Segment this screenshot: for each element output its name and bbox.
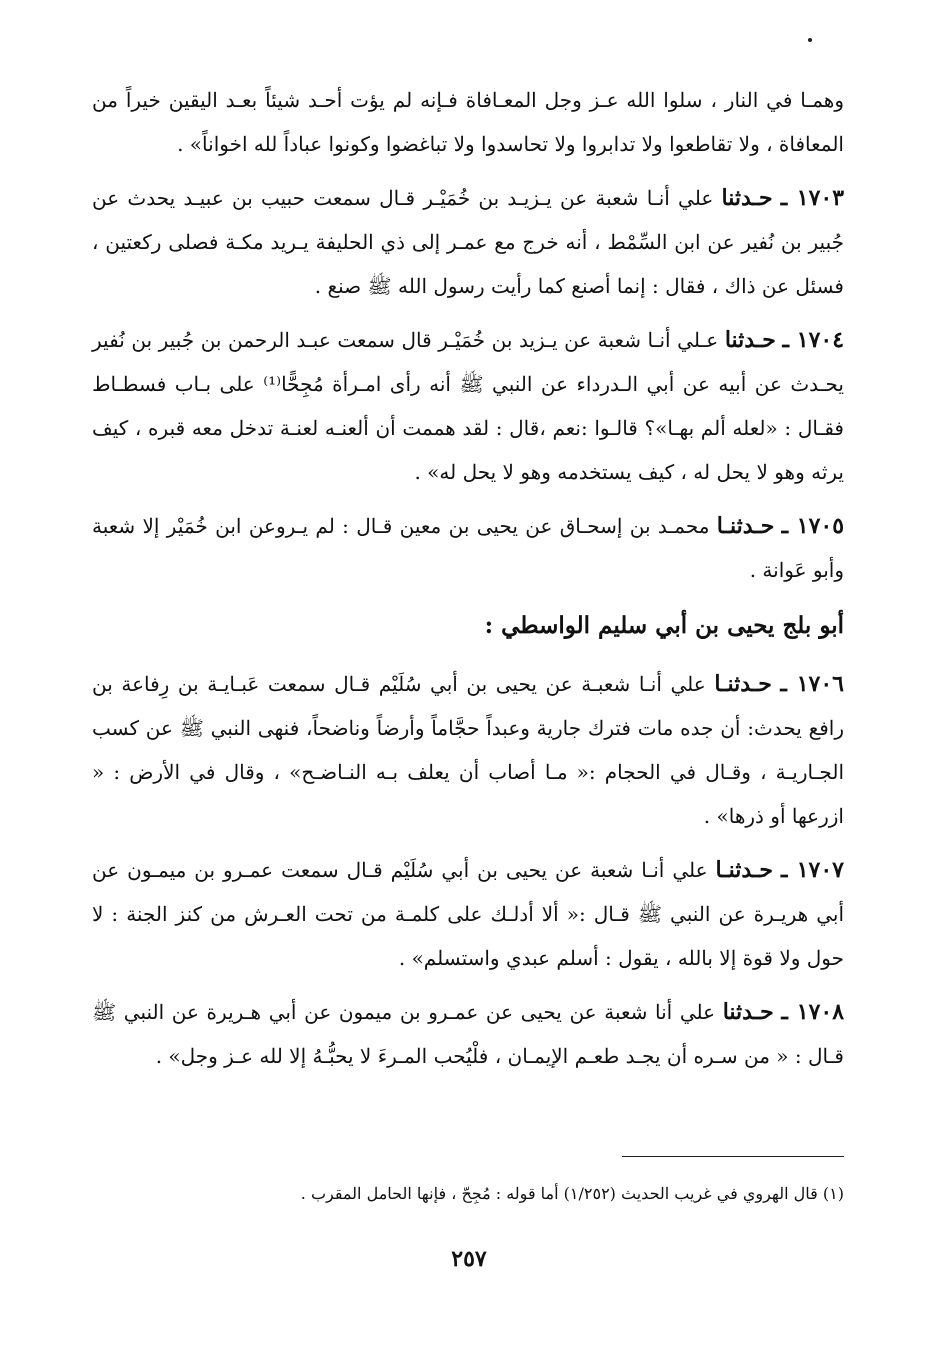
hadith-text: علي أنا شعبة عن يحيى عن عمـرو بن ميمون عن أبي هـريرة عن النبي ﷺ قـال : « من سـره أن يجـد طعـم الإيمـان ، فلْيُحب المـرءَ لا يحبُّـهُ إلا لله عـز وجل» . (92, 1000, 844, 1068)
haddathana-label: حـدثنـا (715, 857, 774, 883)
page-number: ٢٥٧ (451, 1246, 487, 1272)
hadith-number: ١٧٠٦ ـ (780, 671, 844, 697)
haddathana-label: حـدثنا (721, 185, 773, 211)
page-mark (808, 38, 812, 42)
hadith-1708 (92, 990, 844, 1078)
hadith-number: ١٧٠٧ ـ (781, 857, 844, 883)
hadith-number: ١٧٠٣ ـ (780, 185, 845, 211)
main-text (92, 78, 844, 1088)
hadith-1703 (92, 176, 844, 308)
footnote: (١) قال الهروي في غريب الحديث (١/٢٥٢) أما قوله : مُجِحّ ، فإنها الحامل المقرب . (300, 1184, 844, 1203)
hadith-text: عـلي أنـا شعبة عن يـزيد بن خُمَيْـر قال سمعت عبـد الرحمن بن جُبير بن نُفير يحـدث عن أبيه عن أبي الـدرداء عن النبي ﷺ أنه رأى امـرأة مُجِحًّا⁽¹⁾ على بـاب فسطـاط فقـال : «لعله ألم بهـا»؟ قالـوا :نعم ،قال : لقد هممت أن ألعنـه لعنـة تدخل معه قبره ، كيف يرثه وهو لا يحل له ، كيف يستخدمه وهو لا يحل له» . (92, 328, 844, 484)
section-title: أبو بلج يحيى بن أبي سليم الواسطي : (484, 612, 844, 639)
paragraph-continuation (92, 78, 844, 166)
hadith-text: علي أنـا شعبة عن يحيى بن أبي سُلَيْم قـال سمعت عمـرو بن ميمـون عن أبي هريـرة عن النبي ﷺ قـال :« ألا أدلـك على كلمـة من تحت العـرش من كنز الجنة : لا حول ولا قوة إلا بالله ، يقول : أسلم عبدي واستسلم» . (92, 858, 844, 970)
haddathana-label: حـدثنا (724, 327, 776, 353)
hadith-number: ١٧٠٥ ـ (781, 513, 845, 539)
paragraph-text: وهمـا في النار ، سلوا الله عـز وجل المعـافاة فـإنه لم يؤت أحـد شيئاً بعـد اليقين خيراً من المعافاة ، ولا تقاطعوا ولا تدابروا ولا تحاسدوا ولا تباغضوا وكونوا عباداً لله اخواناً» . (92, 88, 844, 156)
hadith-number: ١٧٠٤ ـ (782, 327, 845, 353)
hadith-text: علي أنـا شعبة عن يـزيـد بن خُمَيْـر قـال سمعت حبيب بن عبيـد يحدث عن جُبير بن نُفير عن ابن السِّمْط ، أنه خرج مع عمـر إلى ذي الحليفة يـريد مكـة فصلى ركعتين ، فسئل عن ذاك ، فقال : إنما أصنع كما رأيت رسول الله ﷺ صنع . (92, 186, 844, 298)
hadith-1707 (92, 848, 844, 980)
haddathana-label: حـدثنـا (714, 671, 772, 697)
hadith-text: علي أنـا شعبـة عن يحيى بن أبي سُلَيْم قـال سمعت عَبـايـة بن رِفاعة بن رافع يحدث: أن جده مات فترك جارية وعبداً حجَّاماً وأرضاً وناضحاً، فنهى النبي ﷺ عن كسب الجـاريـة ، وقـال في الحجام :« مـا أصاب أن يعلف بـه النـاضـح» ، وقال في الأرض : « ازرعها أو ذرها» . (92, 672, 844, 828)
hadith-1704 (92, 318, 844, 494)
hadith-number: ١٧٠٨ ـ (781, 999, 845, 1025)
hadith-text: محمـد بن إسحـاق عن يحيى بن معين قـال : لم يـروعن ابن خُمَيْر إلا شعبة وأبو عَوانة . (92, 514, 844, 582)
hadith-1706 (92, 662, 844, 838)
footnote-divider (622, 1156, 844, 1157)
hadith-1705 (92, 504, 844, 592)
haddathana-label: حـدثنـا (716, 513, 775, 539)
haddathana-label: حـدثنا (722, 999, 774, 1025)
